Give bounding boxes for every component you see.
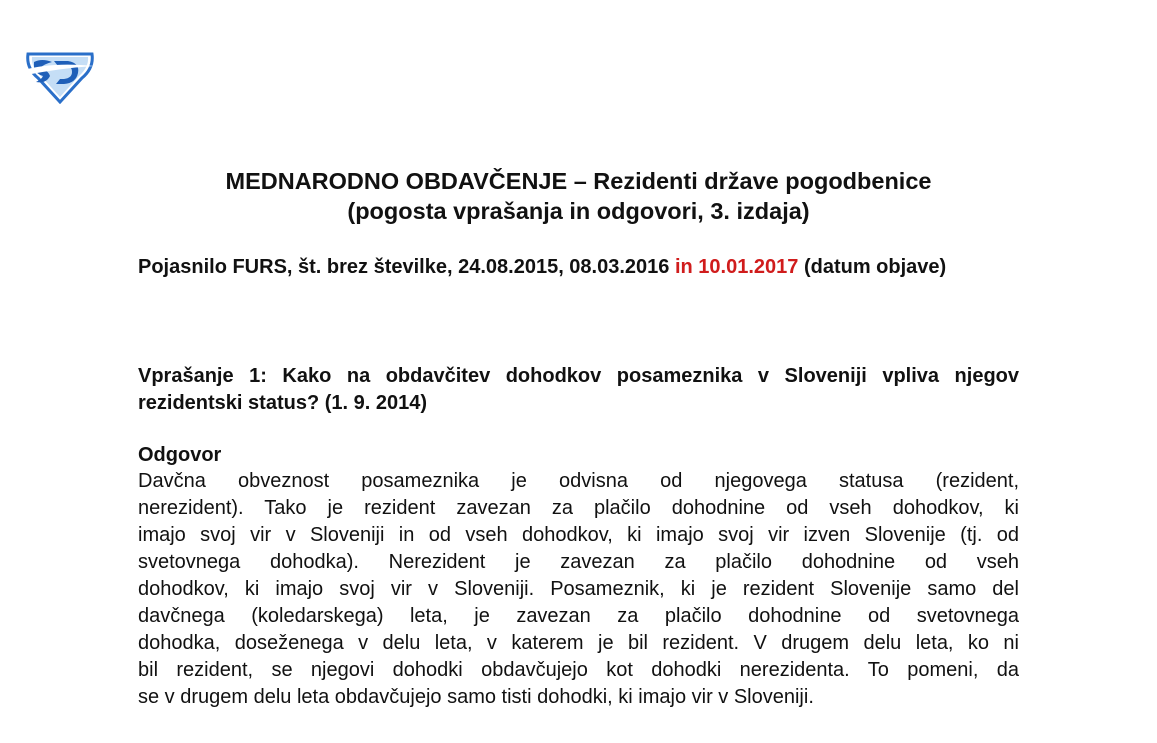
answer-line: Davčna obveznost posameznika je odvisna od njegovega statusa (rezident, [138, 470, 1019, 492]
answer-line: svetovnega dohodka). Nerezident je zavezan za plačilo dohodnine od vseh [138, 551, 1019, 573]
answer-line: imajo svoj vir v Sloveniji in od vseh dohodkov, ki imajo svoj vir izven Slovenije (tj. od [138, 524, 1019, 546]
answer-line: davčnega (koledarskega) leta, je zavezan za plačilo dohodnine od svetovnega [138, 605, 1019, 627]
title-line-1: MEDNARODNO OBDAVČENJE – Rezidenti države pogodbenice [225, 168, 932, 194]
answer-line: dohodkov, ki imajo svoj vir v Sloveniji. Posameznik, ki je rezident Slovenije samo del [138, 578, 1019, 600]
source-reference [138, 254, 1019, 281]
document-title [120, 166, 1037, 226]
answer-line: se v drugem delu leta obdavčujejo samo tisti dohodki, ki imajo vir v Sloveniji. [138, 686, 814, 708]
sd-shield-logo-icon [22, 48, 96, 104]
answer-line: bil rezident, se njegovi dohodki obdavčujejo kot dohodki nerezidenta. To pomeni, da [138, 659, 1019, 681]
logo-graphic [22, 48, 96, 104]
title-line-2: (pogosta vprašanja in odgovori, 3. izdaja) [347, 198, 810, 224]
answer-heading: Odgovor [138, 444, 222, 466]
source-text-end: (datum objave) [798, 256, 947, 278]
question-1: Vprašanje 1: Kako na obdavčitev dohodkov posameznika v Sloveniji vpliva njegov rezidentski status? (1. 9. 2014) [138, 365, 1019, 414]
source-text-start: Pojasnilo FURS, št. brez številke, 24.08.2015, 08.03.2016 [138, 256, 675, 278]
answer-body [138, 468, 1019, 711]
source-text-highlight: in 10.01.2017 [674, 256, 799, 278]
answer-line: dohodka, doseženega v delu leta, v katerem je bil rezident. V drugem delu leta, ko ni [138, 632, 1019, 654]
answer-line: nerezident). Tako je rezident zavezan za plačilo dohodnine od vseh dohodkov, ki [138, 497, 1019, 519]
